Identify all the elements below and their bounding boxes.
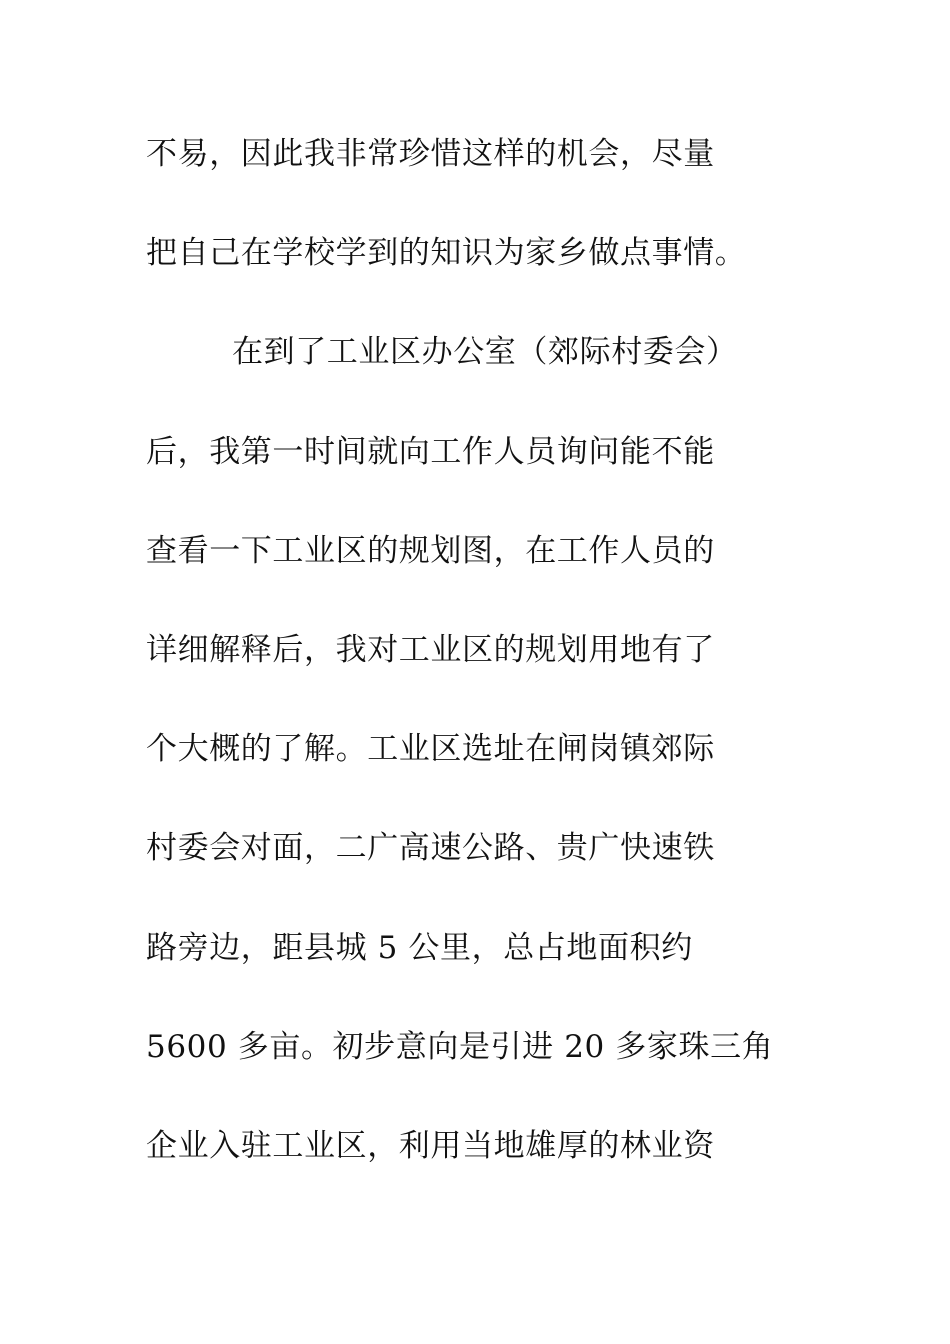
- text-line-9: 路旁边，距县城 5 公里，总占地面积约: [146, 929, 693, 966]
- text-line-5: 查看一下工业区的规划图，在工作人员的: [146, 532, 715, 569]
- text-line-7: 个大概的了解。工业区选址在闸岗镇郊际: [146, 731, 715, 768]
- body-text: [146, 128, 826, 1219]
- text-line-2: 把自己在学校学到的知识为家乡做点事情。: [146, 235, 747, 272]
- text-line-4: 后，我第一时间就向工作人员询问能不能: [146, 433, 715, 470]
- text-line-6: 详细解释后，我对工业区的规划用地有了: [146, 631, 715, 668]
- paragraph-start-line: 在到了工业区办公室（郊际村委会）: [232, 334, 738, 371]
- text-line-10: 5600 多亩。初步意向是引进 20 多家珠三角: [146, 1028, 774, 1065]
- text-line-8: 村委会对面，二广高速公路、贵广快速铁: [146, 830, 715, 867]
- text-line-1: 不易，因此我非常珍惜这样的机会，尽量: [146, 136, 715, 172]
- text-line-11: 企业入驻工业区，利用当地雄厚的林业资: [146, 1127, 715, 1164]
